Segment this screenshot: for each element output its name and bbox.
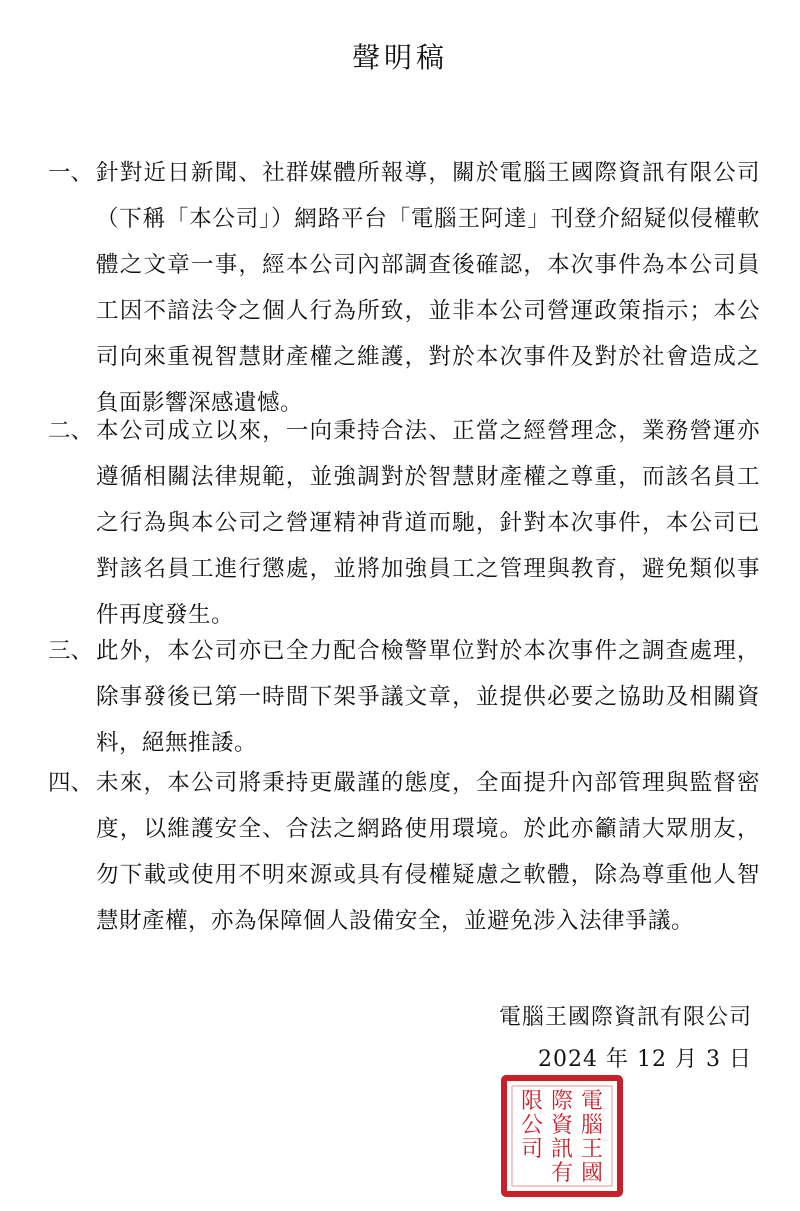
page-title: 聲明稿 xyxy=(351,41,448,74)
section-number: 三、 xyxy=(48,638,94,664)
seal-character: 資 xyxy=(550,1113,574,1138)
section-text: 未來，本公司將秉持更嚴謹的態度，全面提升內部管理與監督密度，以維護安全、合法之網路使用環境。於此亦籲請大眾朋友，勿下載或使用不明來源或具有侵權疑慮之軟體，除為尊重他人智慧財產權，亦為保障個人設備安全，並避免涉入法律爭議。 xyxy=(96,770,760,934)
statement-section-2 xyxy=(48,408,760,638)
seal-character: 際 xyxy=(550,1089,574,1114)
seal-character: 訊 xyxy=(550,1137,574,1162)
section-number: 一、 xyxy=(48,160,94,186)
statement-section-4 xyxy=(48,760,760,944)
section-number: 二、 xyxy=(48,418,94,444)
signature-date: 2024 年 12 月 3 日 xyxy=(538,1047,752,1072)
statement-section-1 xyxy=(48,150,760,426)
seal-character: 公 xyxy=(520,1113,544,1138)
section-number: 四、 xyxy=(48,770,94,796)
section-text: 針對近日新聞、社群媒體所報導，關於電腦王國際資訊有限公司（下稱「本公司」）網路平台「電腦王阿達」刊登介紹疑似侵權軟體之文章一事，經本公司內部調查後確認，本次事件為本公司員工因不諳法令之個人行為所致，並非本公司營運政策指示；本公司向來重視智慧財產權之維護，對於本次事件及對於社會造成之負面影響深感遺憾。 xyxy=(96,160,760,416)
section-text: 本公司成立以來，一向秉持合法、正當之經營理念，業務營運亦遵循相關法律規範，並強調對於智慧財產權之尊重，而該名員工之行為與本公司之營運精神背道而馳，針對本次事件，本公司已對該名員工進行懲處，並將加強員工之管理與教育，避免類似事件再度發生。 xyxy=(96,418,760,628)
seal-character: 限 xyxy=(520,1089,544,1114)
section-text: 此外，本公司亦已全力配合檢警單位對於本次事件之調查處理，除事發後已第一時間下架爭議文章，並提供必要之協助及相關資料，絕無推諉。 xyxy=(96,638,760,756)
seal-character: 腦 xyxy=(580,1113,604,1138)
seal-character: 電 xyxy=(580,1089,604,1114)
seal-character: 有 xyxy=(550,1161,574,1186)
seal-character: 王 xyxy=(580,1137,604,1162)
company-seal-stamp xyxy=(500,1074,624,1198)
seal-character: 司 xyxy=(520,1137,544,1162)
seal-character: 國 xyxy=(580,1161,604,1186)
statement-section-3 xyxy=(48,628,760,766)
signature-company: 電腦王國際資訊有限公司 xyxy=(498,1005,752,1030)
seal-characters xyxy=(521,1089,603,1186)
